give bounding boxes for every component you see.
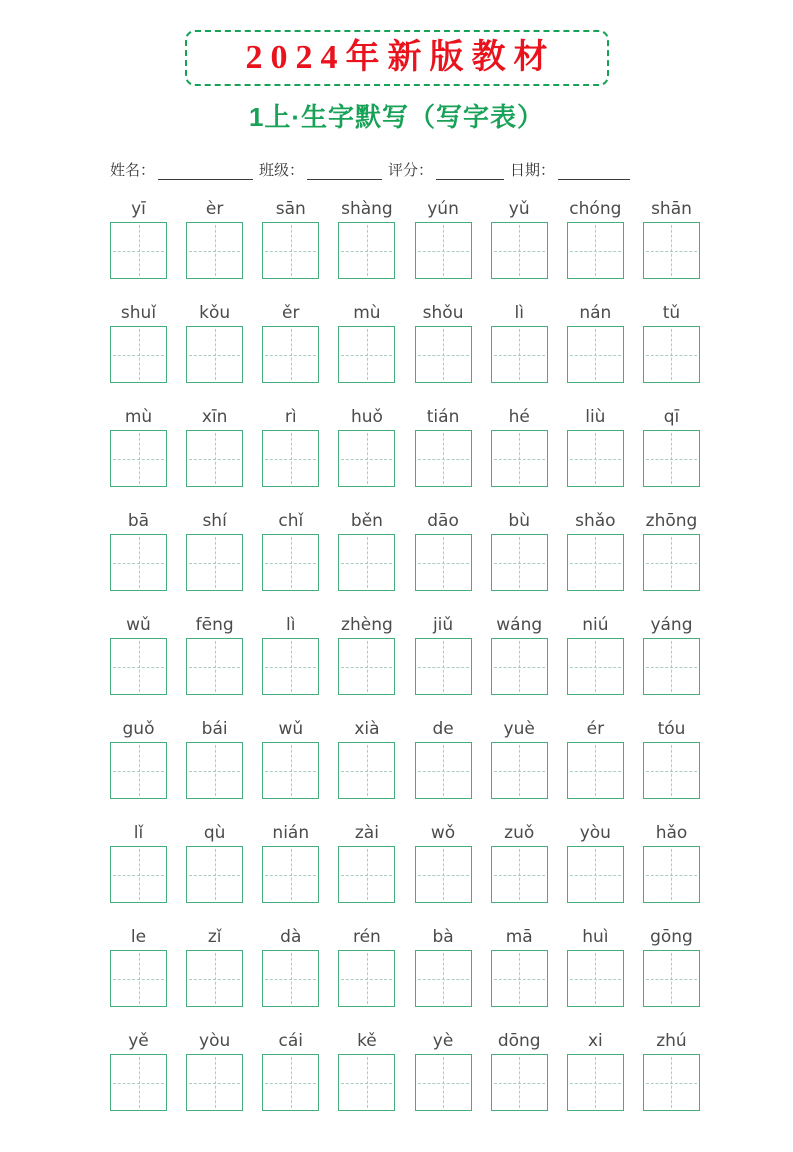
grid-row [110,1030,700,1111]
pinyin-cell [643,1030,700,1111]
pinyin-cell [262,822,319,903]
writing-box [415,950,472,1007]
grid-row [110,926,700,1007]
score-field [388,160,504,180]
pinyin-cell [186,510,243,591]
pinyin-label: tián [426,407,460,427]
pinyin-label: zhèng [341,615,393,635]
pinyin-cell [567,302,624,383]
pinyin-cell [110,198,167,279]
pinyin-cell [643,510,700,591]
writing-box [110,638,167,695]
pinyin-cell [415,198,472,279]
writing-box [110,742,167,799]
pinyin-cell [567,406,624,487]
pinyin-label: chóng [569,199,622,219]
pinyin-cell [643,302,700,383]
pinyin-cell [186,302,243,383]
pinyin-cell [567,510,624,591]
pinyin-label: huì [582,927,609,947]
writing-box [567,950,624,1007]
pinyin-label: zǐ [207,927,222,947]
writing-box [186,534,243,591]
writing-box [415,638,472,695]
writing-box [491,326,548,383]
writing-box [110,534,167,591]
pinyin-label: yè [432,1031,454,1051]
writing-box [262,430,319,487]
pinyin-cell [567,614,624,695]
pinyin-cell [567,198,624,279]
pinyin-cell [110,718,167,799]
page-title: 2024年新版教材 [245,39,556,76]
name-label: 姓名： [110,161,156,179]
writing-box [186,638,243,695]
pinyin-label: wǒ [430,823,456,843]
pinyin-label: shí [202,511,227,531]
pinyin-cell [338,614,395,695]
pinyin-cell [415,406,472,487]
pinyin-cell [262,198,319,279]
writing-box [415,534,472,591]
writing-box [186,222,243,279]
pinyin-label: xi [587,1031,603,1051]
pinyin-cell [643,718,700,799]
date-blank-line [558,162,630,180]
pinyin-label: zhú [656,1031,687,1051]
pinyin-cell [338,510,395,591]
pinyin-cell [338,822,395,903]
pinyin-label: niú [582,615,609,635]
pinyin-label: qī [663,407,680,427]
pinyin-label: chǐ [278,511,304,531]
pinyin-label: fēng [195,615,234,635]
pinyin-cell [186,718,243,799]
score-blank-line [436,162,504,180]
date-field [510,160,630,180]
pinyin-cell [491,718,548,799]
pinyin-label: sān [275,199,306,219]
writing-box [491,638,548,695]
pinyin-cell [338,1030,395,1111]
writing-box [338,326,395,383]
pinyin-label: yǔ [508,199,530,219]
writing-box [262,1054,319,1111]
writing-box [338,430,395,487]
pinyin-label: xīn [201,407,228,427]
pinyin-label: zhōng [645,511,698,531]
pinyin-label: zài [354,823,379,843]
writing-box [415,222,472,279]
writing-box [643,638,700,695]
date-label: 日期： [510,161,556,179]
pinyin-label: rì [284,407,297,427]
pinyin-label: yě [128,1031,149,1051]
pinyin-label: yún [427,199,459,219]
grid-row [110,510,700,591]
writing-box [186,846,243,903]
writing-box [186,950,243,1007]
pinyin-label: tóu [657,719,686,739]
pinyin-label: huǒ [350,407,383,427]
pinyin-label: dōng [497,1031,541,1051]
writing-box [567,638,624,695]
pinyin-label: mù [353,303,381,323]
pinyin-cell [643,198,700,279]
pinyin-label: mā [505,927,533,947]
writing-box [110,430,167,487]
title-banner [185,30,609,86]
writing-box [491,742,548,799]
writing-box [338,534,395,591]
pinyin-cell [262,614,319,695]
writing-box [643,430,700,487]
pinyin-label: tǔ [662,303,681,323]
pinyin-cell [338,198,395,279]
writing-box [491,846,548,903]
writing-box [415,846,472,903]
pinyin-label: běn [350,511,383,531]
pinyin-label: qù [203,823,226,843]
pinyin-label: dà [280,927,302,947]
writing-box [110,950,167,1007]
pinyin-cell [567,822,624,903]
pinyin-label: kǒu [199,303,231,323]
pinyin-label: yuè [503,719,535,739]
name-field [110,160,253,180]
writing-box [186,326,243,383]
pinyin-cell [491,302,548,383]
pinyin-label: ér [586,719,605,739]
writing-box [262,534,319,591]
pinyin-cell [186,406,243,487]
pinyin-label: cái [278,1031,304,1051]
writing-box [338,950,395,1007]
writing-box [567,222,624,279]
pinyin-label: lì [514,303,524,323]
writing-box [491,950,548,1007]
writing-box [643,742,700,799]
pinyin-label: nián [272,823,310,843]
pinyin-cell [491,1030,548,1111]
pinyin-cell [262,718,319,799]
writing-box [643,846,700,903]
writing-box [643,222,700,279]
pinyin-cell [186,198,243,279]
writing-box [491,430,548,487]
grid-row [110,718,700,799]
pinyin-label: bà [432,927,454,947]
pinyin-cell [262,1030,319,1111]
writing-box [491,534,548,591]
writing-box [338,742,395,799]
pinyin-cell [110,1030,167,1111]
pinyin-cell [186,926,243,1007]
writing-box [262,222,319,279]
writing-box [338,846,395,903]
pinyin-cell [415,822,472,903]
pinyin-cell [491,510,548,591]
pinyin-label: wǔ [126,615,151,635]
pinyin-label: èr [205,199,224,219]
pinyin-cell [415,1030,472,1111]
pinyin-cell [110,926,167,1007]
pinyin-cell [338,406,395,487]
pinyin-label: lì [286,615,296,635]
writing-box [415,1054,472,1111]
writing-box [110,222,167,279]
pinyin-label: hǎo [655,823,688,843]
pinyin-label: de [432,719,454,739]
writing-box [643,326,700,383]
pinyin-label: yòu [199,1031,231,1051]
pinyin-cell [643,406,700,487]
pinyin-label: hé [508,407,530,427]
pinyin-label: bái [201,719,228,739]
pinyin-label: yòu [579,823,611,843]
pinyin-label: shuǐ [120,303,157,323]
pinyin-cell [643,614,700,695]
pinyin-cell [415,614,472,695]
writing-box [567,846,624,903]
writing-box [567,430,624,487]
pinyin-cell [491,614,548,695]
pinyin-cell [643,822,700,903]
writing-box [491,1054,548,1111]
writing-box [567,534,624,591]
pinyin-label: dāo [427,511,459,531]
pinyin-cell [262,406,319,487]
pinyin-label: lǐ [133,823,144,843]
grid-row [110,822,700,903]
pinyin-cell [491,822,548,903]
writing-box [186,430,243,487]
pinyin-label: wáng [496,615,543,635]
pinyin-cell [415,718,472,799]
pinyin-label: bā [127,511,150,531]
info-form [110,158,703,180]
writing-box [110,326,167,383]
pinyin-cell [110,614,167,695]
pinyin-cell [338,302,395,383]
writing-box [415,326,472,383]
grid-row [110,198,700,279]
writing-box [110,1054,167,1111]
writing-box [262,326,319,383]
writing-box [643,1054,700,1111]
pinyin-cell [415,926,472,1007]
pinyin-cell [262,510,319,591]
pinyin-label: xià [354,719,380,739]
writing-box [491,222,548,279]
class-blank-line [307,162,382,180]
pinyin-label: jiǔ [432,615,454,635]
grid-row [110,302,700,383]
writing-box [186,1054,243,1111]
writing-box [186,742,243,799]
pinyin-label: liù [585,407,606,427]
pinyin-label: rén [352,927,381,947]
pinyin-label: kě [357,1031,377,1051]
writing-box [110,846,167,903]
pinyin-label: nán [579,303,612,323]
writing-box [415,742,472,799]
pinyin-cell [186,614,243,695]
pinyin-grid [110,198,700,1111]
pinyin-cell [415,302,472,383]
pinyin-cell [415,510,472,591]
pinyin-cell [567,926,624,1007]
pinyin-cell [338,718,395,799]
writing-box [643,534,700,591]
pinyin-label: yī [131,199,146,219]
writing-box [262,846,319,903]
page-subtitle: 1上·生字默写（写字表） [248,102,545,132]
pinyin-label: shān [651,199,692,219]
grid-row [110,406,700,487]
writing-box [262,742,319,799]
pinyin-cell [110,510,167,591]
pinyin-cell [110,406,167,487]
pinyin-cell [567,718,624,799]
grid-row [110,614,700,695]
pinyin-cell [491,198,548,279]
pinyin-cell [110,822,167,903]
class-field [259,160,382,180]
pinyin-cell [262,302,319,383]
pinyin-cell [491,406,548,487]
pinyin-label: zuǒ [504,823,535,843]
pinyin-cell [567,1030,624,1111]
writing-box [338,1054,395,1111]
writing-box [567,1054,624,1111]
pinyin-cell [262,926,319,1007]
pinyin-cell [186,1030,243,1111]
writing-box [567,326,624,383]
writing-box [338,638,395,695]
class-label: 班级： [259,161,305,179]
pinyin-cell [491,926,548,1007]
pinyin-label: le [130,927,147,947]
pinyin-label: shǎo [575,511,616,531]
pinyin-cell [186,822,243,903]
pinyin-label: shàng [341,199,393,219]
pinyin-cell [110,302,167,383]
pinyin-label: ěr [282,303,300,323]
writing-box [262,638,319,695]
pinyin-cell [338,926,395,1007]
writing-box [643,950,700,1007]
pinyin-label: bù [508,511,530,531]
pinyin-label: gōng [650,927,693,947]
pinyin-label: guǒ [122,719,155,739]
writing-box [415,430,472,487]
writing-box [262,950,319,1007]
pinyin-cell [643,926,700,1007]
score-label: 评分： [388,161,434,179]
writing-box [338,222,395,279]
pinyin-label: mù [124,407,153,427]
pinyin-label: yáng [650,615,693,635]
pinyin-label: shǒu [422,303,464,323]
pinyin-label: wǔ [278,719,304,739]
name-blank-line [158,162,253,180]
writing-box [567,742,624,799]
